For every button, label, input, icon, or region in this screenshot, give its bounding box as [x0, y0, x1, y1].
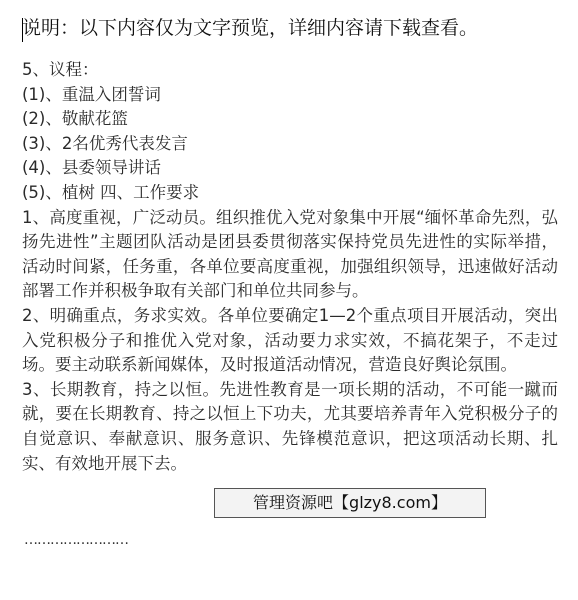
- agenda-item-2: (2)、敬献花篮: [22, 109, 128, 129]
- ellipsis-more: ……………………: [24, 532, 128, 548]
- agenda-item-3: (3)、2名优秀代表发言: [22, 133, 188, 153]
- requirement-paragraph-3: 3、长期教育，持之以恒。先进性教育是一项长期的活动，不可能一蹴而就，要在长期教育、持之以恒上下功夫，尤其要培养青年入党积极分子的自觉意识、奉献意识、服务意识、先锋模范意识，把这项活动长期、扎实、有效地开展下去。: [22, 379, 558, 473]
- agenda-item-5: (5)、植树 四、工作要求: [22, 182, 200, 202]
- document-body: [22, 58, 558, 476]
- requirement-paragraph-1: 1、高度重视，广泛动员。组织推优入党对象集中开展“缅怀革命先烈，弘扬先进性”主题团队活动是团县委贯彻落实保持党员先进性的实际举措，活动时间紧，任务重，各单位要高度重视，加强组织领导，迅速做好活动部署工作并积极争取有关部门和单位共同参与。: [22, 207, 558, 301]
- preview-notice: 说明：以下内容仅为文字预览，详细内容请下载查看。: [22, 17, 479, 39]
- agenda-title: 5、议程：: [22, 60, 99, 79]
- agenda-item-4: (4)、县委领导讲话: [22, 158, 161, 178]
- agenda-item-1: (1)、重温入团誓词: [22, 84, 161, 104]
- requirement-paragraph-2: 2、明确重点，务求实效。各单位要确定1—2个重点项目开展活动，突出入党积极分子和推优入党对象，活动要力求实效，不搞花架子，不走过场。要主动联系新闻媒体，及时报道活动情况，营造良好舆论氛围。: [22, 305, 558, 375]
- watermark-banner: 管理资源吧【glzy8.com】: [214, 488, 486, 518]
